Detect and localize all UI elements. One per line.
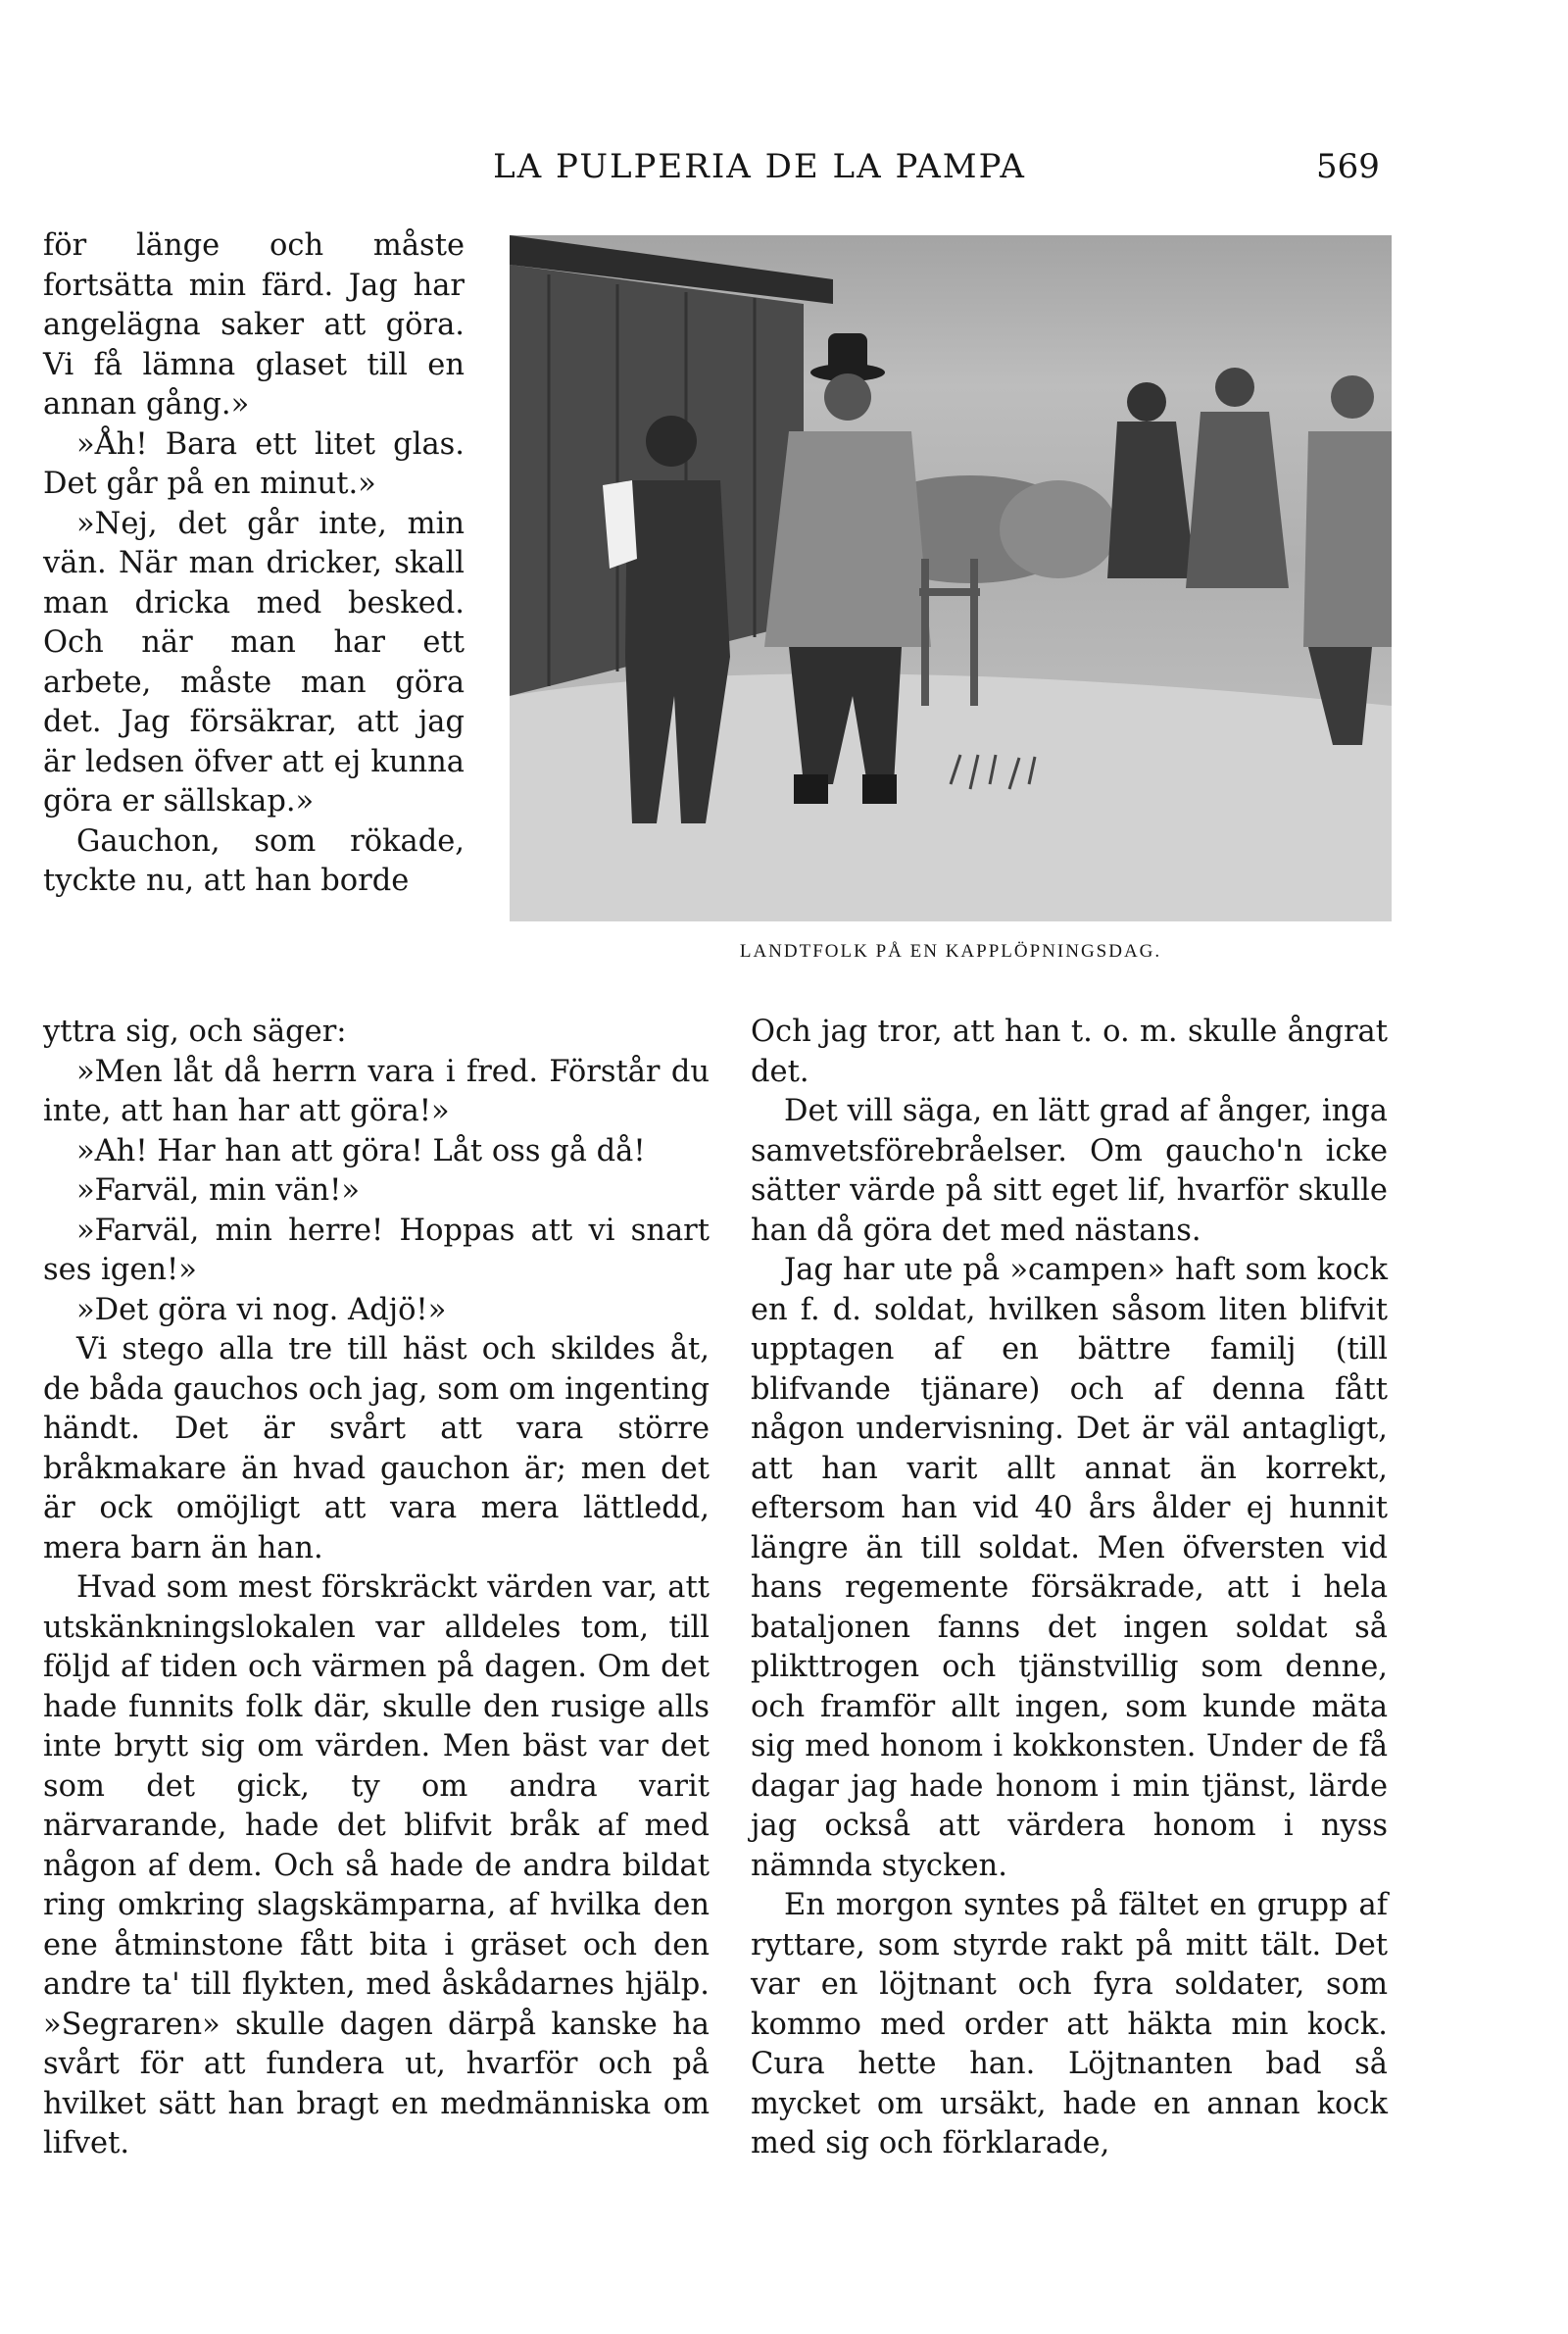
paragraph: yttra sig, och säger: [43,1015,347,1049]
paragraph: Vi stego alla tre till häst och skildes åt, de båda gauchos och jag, som om ingenting händt. Det är svårt att vara större bråkmakare än hvad gauchon är; men det är ock omöjligt att vara mera lättledd, mera barn än han. [43,1332,710,1565]
paragraph: »Ah! Har han att göra! Låt oss gå då! [76,1133,646,1168]
paragraph: »Åh! Bara ett litet glas. Det går på en minut.» [43,426,465,501]
figure-caption: LANDTFOLK PÅ EN KAPPLÖPNINGSDAG. [739,941,1162,962]
paragraph: Hvad som mest förskräckt värden var, att utskänkningslokalen var alldeles tom, till följd af tiden och värmen på dagen. Om det hade funnits folk där, skulle den rusige alls inte brytt sig om värden. Men bäst var det som det gick, ty om andra varit närvarande, hade det blifvit bråk af med någon af dem. Och så hade de andra bildat ring omkring slagskämparna, af hvilka den ene åtminstone fått bita i gräset och den andre ta' till flykten, med åskådarnes hjälp. »Segraren» skulle dagen därpå kanske ha svårt för att fundera ut, hvarför och på hvilket sätt han bragt en medmänniska om lifvet. [43,1570,710,2160]
paragraph: för länge och måste fortsätta min färd. Jag har angelägna saker att göra. Vi få lämna glaset till en annan gång.» [43,228,465,422]
narrow-text-column [43,226,465,902]
paragraph: »Farväl, min vän!» [76,1173,361,1208]
paragraph: Det vill säga, en lätt grad af ånger, inga samvetsförebråelser. Om gaucho'n icke sätter värde på sitt eget lif, hvarför skulle han då göra det med nästans. [751,1094,1388,1248]
paragraph: »Nej, det går inte, min vän. När man dricker, skall man dricka med besked. Och när man har ett arbete, måste man göra det. Jag försäkrar, att jag är ledsen öfver att ej kunna göra er sällskap.» [43,506,465,819]
paragraph: »Men låt då herrn vara i fred. Förstår du inte, att han har att göra!» [43,1054,710,1128]
paragraph: »Farväl, min herre! Hoppas att vi snart ses igen!» [43,1213,710,1287]
paragraph: Jag har ute på »campen» haft som kock en f. d. soldat, hvilken såsom liten blifvit upptagen af en bättre familj (till blifvande tjänare) och af denna fått någon undervisning. Det är väl antagligt, att han varit allt annat än korrekt, eftersom han vid 40 års ålder ej hunnit längre än till soldat. Men öfversten vid hans regemente försäkrade, att i hela bataljonen fanns det ingen soldat så plikttrogen och tjänstvillig som denne, och framför allt ingen, som kunde mäta sig med honom i kokkonsten. Under de få dagar jag hade honom i min tjänst, lärde jag också att värdera honom i nyss nämnda stycken. [751,1253,1388,1883]
paragraph: En morgon syntes på fältet en grupp af ryttare, som styrde rakt på mitt tält. Det var en löjtnant och fyra soldater, som kommo med order att häkta min kock. Cura hette han. Löjtnanten bad så mycket om ursäkt, hade en annan kock med sig och förklarade, [751,1888,1388,2160]
paragraph: Och jag tror, att han t. o. m. skulle ångrat det. [751,1015,1388,1089]
illustration-drawing [510,235,1392,921]
paragraph: Gauchon, som rökade, tyckte nu, att han borde [43,823,465,898]
paragraph: »Det göra vi nog. Adjö!» [76,1292,447,1327]
right-text-column [751,1013,1388,2164]
running-head: LA PULPERIA DE LA PAMPA [493,147,1026,186]
engraving-illustration [510,235,1392,921]
left-text-column [43,1013,710,2164]
page-number: 569 [1316,147,1380,186]
